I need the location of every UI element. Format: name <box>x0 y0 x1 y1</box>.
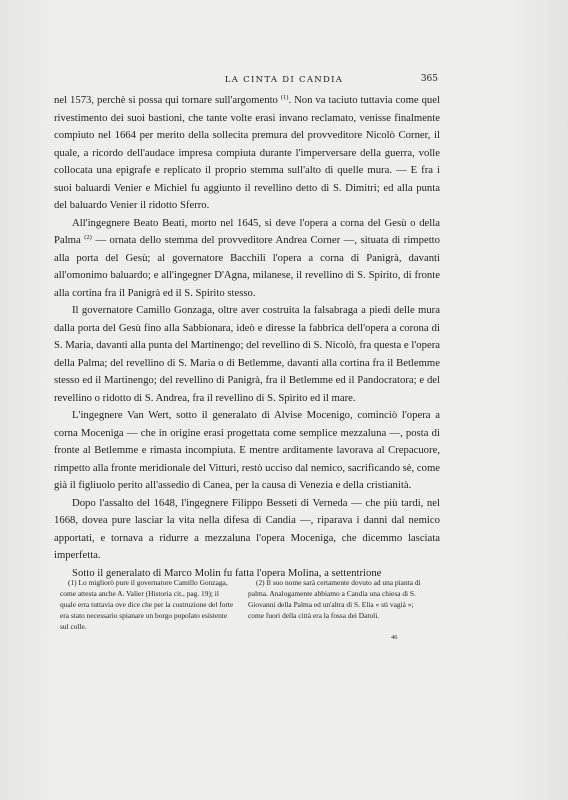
signature-mark: 46 <box>391 634 398 641</box>
page-number: 365 <box>420 74 438 84</box>
footnote-2 <box>248 577 424 621</box>
running-head <box>0 73 568 87</box>
paragraph-3: Il governatore Camillo Gonzaga, oltre aver costruita la falsabraga a piedi delle mura dalla porta del Gesù fino alla Sabbionara, ideò e diresse la fabbrica dell'opera a corona di S. Maria, davanti alla punta del Martinengo; del revellino di S. Nicolò, fra questa e l'opera della Palma; del revellino di S. Maria o di Betlemme, davanti alla cortina fra il Betlemme stesso ed il Martinengo; del revellino di Panigrà, fra il Betlemme ed il Pandocratora; e del revellino o ridotto di S. Andrea, fra il revellino di S. Spirito ed il mare. <box>54 304 440 404</box>
footnote-1-text: (1) Lo migliorò pure il governatore Camillo Gonzaga, come attesta anche A. Valier (Historia cit., pag. 19); il quale erra tuttavia ove dice che per la costruzione del forte era stato necessario spianare un borgo popolato esistente sul colle. <box>60 578 234 631</box>
footnote-1 <box>60 577 236 632</box>
paragraph-1-text: nel 1573, perchè si possa qui tornare sull'argomento <box>54 94 278 106</box>
running-title: LA CINTA DI CANDIA <box>224 75 344 85</box>
footnote-ref-2: (2) <box>84 234 92 241</box>
paragraph-5: Dopo l'assalto del 1648, l'ingegnere Filippo Besseti di Verneda — che più tardi, nel 1668, dovea pure lasciar la vita nella difesa di Candia —, riparava i danni dal nemico apportati, e tornava a ridurre a mezzaluna l'opera Moceniga, che dicemmo lasciata imperfetta. <box>54 496 440 561</box>
paragraph-6: Sotto il generalato di Marco Molin fu fatta l'opera Molina, a settentrione <box>72 566 382 579</box>
main-text <box>54 92 440 582</box>
paragraph-4: L'ingegnere Van Wert, sotto il generalato di Alvise Mocenigo, cominciò l'opera a corna Moceniga — che in origine erasi progettata come semplice mezzaluna —, posta di fronte al Betlemme e rimasta incompiuta. E mentre arditamente lavorava al Crepacuore, rimpetto alla fronte meridionale del Vitturi, restò ucciso dal nemico, sacrificando sè, come già il figliuolo perito all'assedio di Canea, per la causa di Venezia e della cristianità. <box>54 409 440 491</box>
footnote-2-text: (2) Il suo nome sarà certamente dovuto ad una pianta di palma. Analogamente abbiamo a Candia una chiesa di S. Giovanni della Palma ed un'altra di S. Elia « stì vagià »; come fuori della città era la fossa dei Datoli. <box>248 578 421 620</box>
paragraph-1-cont: Non va taciuto tuttavia come quel rivestimento dei suoi bastioni, che tante volte erasi invano reclamato, venisse finalmente compiuto nel 1664 per merito della sollecita premura del provveditore Nicolò Corner, il quale, a ricordo dell'audace impresa compiuta durante l'imperversare della guerra, volle collocata una epigrafe e replicato il proprio stemma sull'alto di quelle mura. — E fra i suoi baluardi Venier e Michiel fu aggiunto il revellino detto di S. Dimitri; ed alla punta del baluardo Venier il ridotto Sferro. <box>54 94 440 211</box>
paragraph-1: nel 1573, perchè si possa qui tornare sull'argomento $^{(1)}$. Non va taciuto tuttavia come quel rivestimento dei suoi bastioni, che tante volte erasi invano reclamato, venisse finalmente compiuto nel 1664 per merito della sollecita premura del provveditore Nicolò Corner, il quale, a ricordo dell'audace impresa compiuta durante l'imperversare della guerra, volle collocata una epigrafe e replicato il proprio stemma sull'alto di quelle mura. — E fra i suoi baluardi Venier e Michiel fu aggiunto il revellino detto di S. Dimitri; ed alla punta del baluardo Venier il ridotto Sferro. <box>54 94 440 211</box>
paragraph-2-text: All'ingegnere Beato Beati, morto nel 1645, si deve l'opera a corna del Gesù o della Palma <box>54 216 440 246</box>
paragraph-2-cont: — ornata dello stemma del provveditore Andrea Corner —, situata di rimpetto alla porta del Gesù; al governatore Bacchili l'opera a corna di Panigrà, davanti all'omonimo baluardo; e all'ingegner D'Agna, milanese, il revellino di S. Spirito, di fronte alla cortina fra il Panigrà ed il S. Spirito stesso. <box>54 234 440 299</box>
paragraph-2 <box>54 215 440 303</box>
footnote-ref-1: (1) <box>280 94 289 101</box>
